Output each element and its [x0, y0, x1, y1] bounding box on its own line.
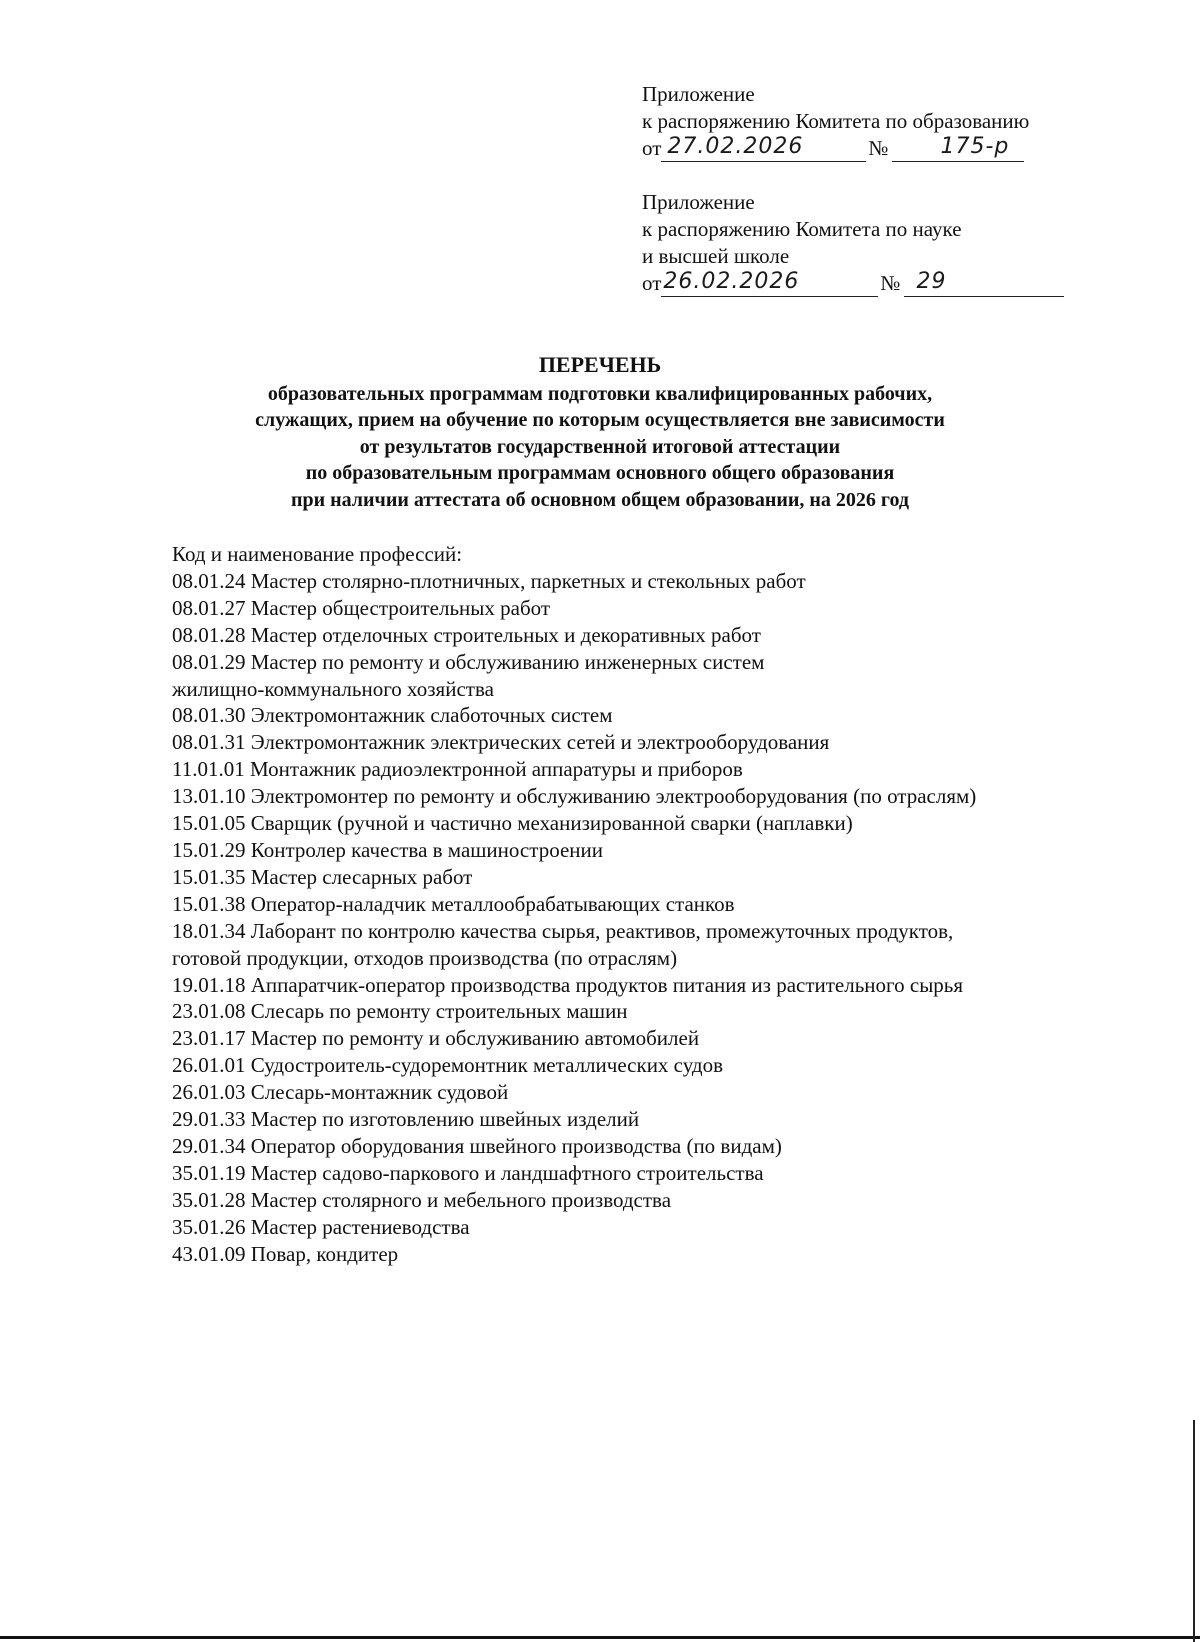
list-item: 26.01.03 Слесарь-монтажник судовой — [172, 1080, 509, 1105]
list-item: 15.01.05 Сварщик (ручной и частично механизированной сварки (наплавки) — [172, 811, 853, 836]
from-label: от — [642, 271, 662, 295]
scan-edge-bottom — [0, 1636, 1200, 1639]
scan-edge-right — [1193, 1420, 1195, 1642]
annex-label: Приложение — [642, 190, 755, 214]
professions-list — [172, 541, 1182, 1267]
annex-date-number-row — [642, 270, 1092, 297]
date-field — [661, 135, 866, 162]
subtitle-line: при наличии аттестата об основном общем образовании, на 2026 год — [290, 488, 910, 511]
number-label: № — [880, 271, 901, 295]
subtitle-line: от результатов государственной итоговой аттестации — [359, 435, 841, 458]
list-item: жилищно-коммунального хозяйства — [172, 676, 494, 701]
number-field — [904, 270, 1064, 297]
subtitle-line: служащих, прием на обучение по которым осуществляется вне зависимости — [255, 409, 945, 432]
list-item: 29.01.34 Оператор оборудования швейного производства (по видам) — [172, 1133, 782, 1158]
handwritten-number: 175-р — [940, 134, 1010, 159]
list-item: 08.01.24 Мастер столярно-плотничных, паркетных и стекольных работ — [172, 568, 806, 593]
from-label: от — [642, 136, 662, 160]
list-item: 13.01.10 Электромонтер по ремонту и обслуживанию электрооборудования (по отраслям) — [172, 784, 977, 809]
annex-order-reference-line-1: к распоряжению Комитета по науке — [642, 217, 962, 241]
annex-science-block — [642, 189, 1092, 297]
list-item: 35.01.26 Мастер растениеводства — [172, 1214, 470, 1239]
handwritten-number: 29 — [916, 269, 947, 294]
annex-label: Приложение — [642, 82, 755, 106]
list-item: 26.01.01 Судостроитель-судоремонтник металлических судов — [172, 1053, 724, 1078]
list-item: 08.01.29 Мастер по ремонту и обслуживанию инженерных систем — [172, 649, 765, 674]
list-item: 29.01.33 Мастер по изготовлению швейных изделий — [172, 1107, 640, 1132]
subtitle-line: образовательных программам подготовки квалифицированных рабочих, — [267, 383, 933, 405]
list-heading: Код и наименование профессий: — [172, 542, 463, 566]
handwritten-date: 27.02.2026 — [667, 134, 804, 159]
number-field — [892, 135, 1024, 162]
annex-date-number-row — [642, 135, 1092, 162]
annex-order-reference-line-2: и высшей школе — [642, 244, 790, 268]
list-item: готовой продукции, отходов производства (по отраслям) — [172, 945, 678, 970]
list-item: 35.01.19 Мастер садово-паркового и ландшафтного строительства — [172, 1160, 764, 1185]
handwritten-date: 26.02.2026 — [663, 269, 800, 294]
list-item: 23.01.17 Мастер по ремонту и обслуживанию автомобилей — [172, 1026, 700, 1051]
list-item: 43.01.09 Повар, кондитер — [172, 1241, 399, 1266]
list-item: 15.01.35 Мастер слесарных работ — [172, 864, 473, 889]
list-item: 19.01.18 Аппаратчик-оператор производства продуктов питания из растительного сырья — [172, 972, 964, 997]
date-field — [661, 270, 878, 297]
number-label: № — [868, 136, 889, 160]
list-item: 08.01.27 Мастер общестроительных работ — [172, 595, 551, 620]
annex-education-block — [642, 81, 1092, 162]
subtitle-line: по образовательным программам основного общего образования — [305, 462, 895, 485]
list-item: 08.01.30 Электромонтажник слаботочных систем — [172, 703, 613, 728]
list-item: 15.01.29 Контролер качества в машиностроении — [172, 837, 603, 862]
list-item: 18.01.34 Лаборант по контролю качества сырья, реактивов, промежуточных продуктов, — [172, 918, 954, 943]
list-item: 23.01.08 Слесарь по ремонту строительных машин — [172, 999, 628, 1024]
document-subtitle — [100, 381, 1100, 513]
list-item: 15.01.38 Оператор-наладчик металлообрабатывающих станков — [172, 891, 735, 916]
annex-order-reference: к распоряжению Комитета по образованию — [642, 109, 1030, 133]
document-title: ПЕРЕЧЕНЬ — [538, 352, 662, 377]
list-item: 35.01.28 Мастер столярного и мебельного производства — [172, 1187, 672, 1212]
list-item: 11.01.01 Монтажник радиоэлектронной аппаратуры и приборов — [172, 757, 743, 782]
list-item: 08.01.31 Электромонтажник электрических сетей и электрооборудования — [172, 730, 830, 755]
list-item: 08.01.28 Мастер отделочных строительных и декоративных работ — [172, 622, 761, 647]
